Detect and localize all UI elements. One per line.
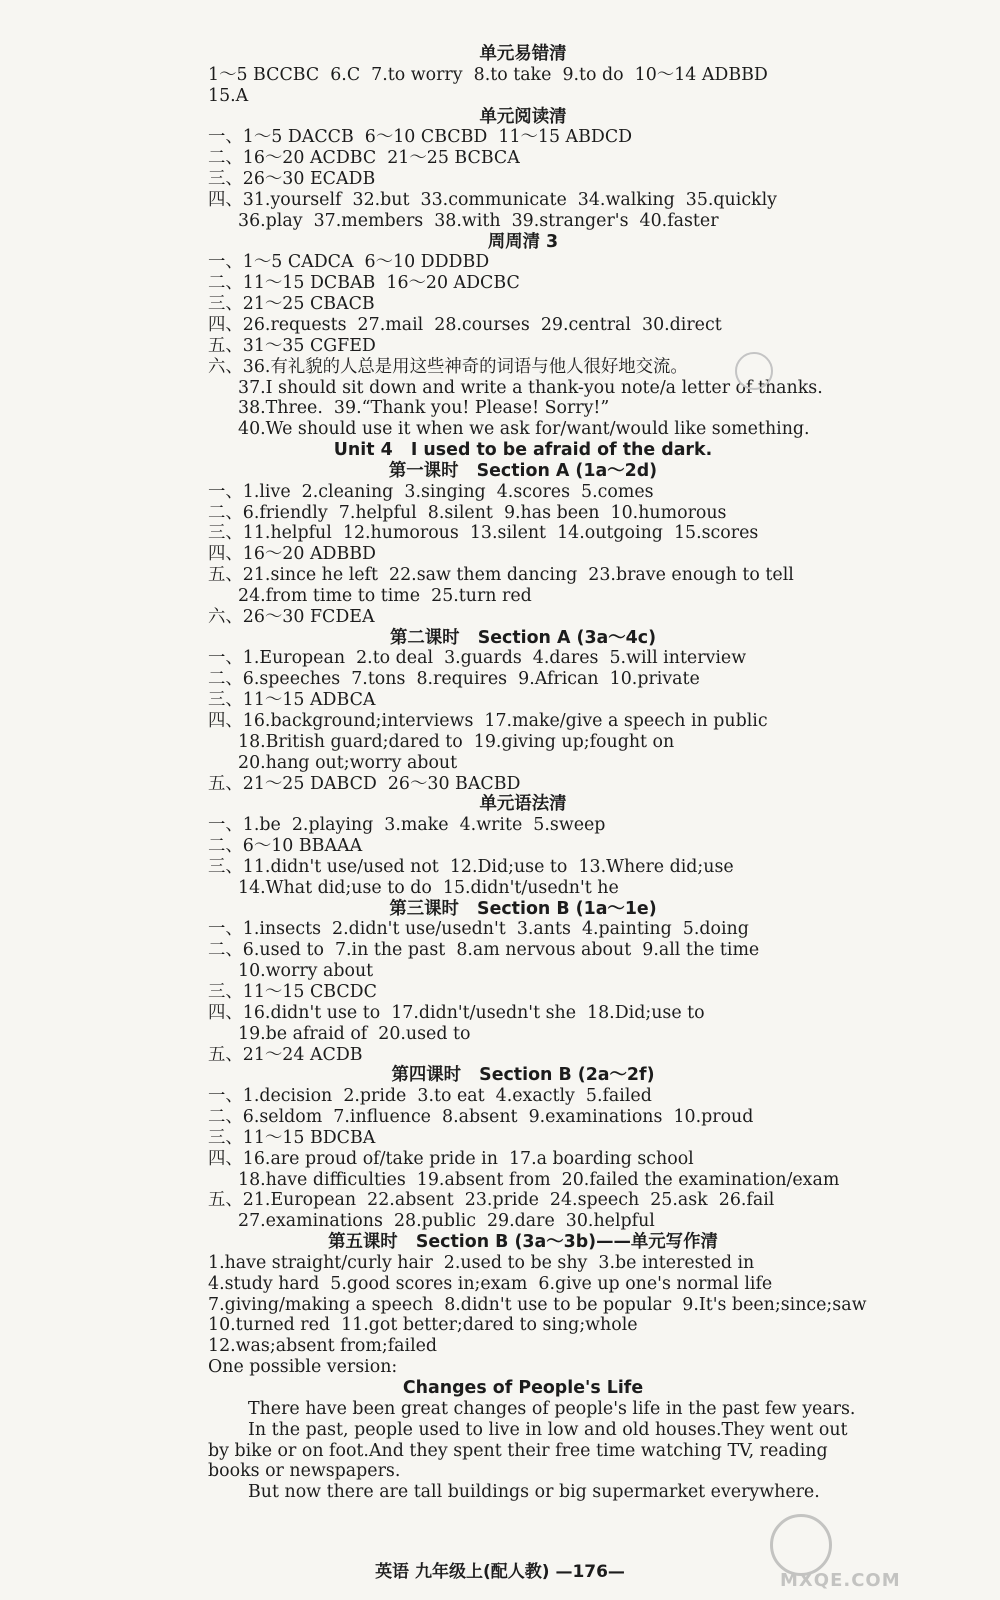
answer-line: 六、36.有礼貌的人总是用这些神奇的词语与他人很好地交流。: [208, 356, 688, 377]
answer-line: 一、1.insects 2.didn't use/usedn't 3.ants 4.painting 5.doing: [208, 919, 749, 940]
answer-line: 12.was;absent from;failed: [208, 1336, 438, 1357]
section-heading: 第三课时 Section B (1a～1e): [389, 898, 657, 919]
answer-line: 五、21.European 22.absent 23.pride 24.speech 25.ask 26.fail: [208, 1190, 775, 1211]
answer-line: One possible version:: [208, 1357, 398, 1378]
section-heading: 第四课时 Section B (2a～2f): [391, 1065, 655, 1086]
answer-line: 四、16.didn't use to 17.didn't/usedn't she 18.Did;use to: [208, 1002, 705, 1023]
answer-line: 四、16～20 ADBBD: [208, 544, 376, 565]
answer-line: 二、6.used to 7.in the past 8.am nervous about 9.all the time: [208, 940, 760, 961]
section-heading: Unit 4 I used to be afraid of the dark.: [333, 440, 713, 461]
answer-line: But now there are tall buildings or big supermarket everywhere.: [248, 1482, 820, 1503]
section-heading: 周周清 3: [487, 231, 559, 252]
answer-page: [208, 44, 867, 1503]
answer-line: 四、16.background;interviews 17.make/give a speech in public: [208, 711, 768, 731]
answer-line: 五、31～35 CGFED: [208, 335, 376, 356]
section-heading: 第二课时 Section A (3a～4c): [389, 627, 657, 648]
watermark-logo-icon: [770, 1514, 832, 1576]
answer-line: 五、21～25 DABCD 26～30 BACBD: [208, 773, 521, 794]
answer-line: 1～5 BCCBC 6.C 7.to worry 8.to take 9.to do 10～14 ADBBD: [208, 64, 768, 85]
answer-line: 一、1～5 CADCA 6～10 DDDBD: [208, 252, 490, 273]
answer-line: 四、16.are proud of/take pride in 17.a boarding school: [208, 1148, 694, 1169]
answer-line: 五、21～24 ACDB: [208, 1044, 363, 1065]
answer-line: 一、1.European 2.to deal 3.guards 4.dares 5.will interview: [208, 648, 747, 669]
section-heading: 单元阅读清: [479, 106, 567, 127]
answer-line: 20.hang out;worry about: [238, 752, 458, 773]
answer-line: 24.from time to time 25.turn red: [238, 585, 532, 606]
section-heading: Changes of People's Life: [402, 1378, 644, 1398]
answer-line: 三、11～15 CBCDC: [208, 981, 377, 1002]
answer-line: 19.be afraid of 20.used to: [238, 1023, 471, 1044]
page-footer: 英语 九年级上(配人教) —176—: [375, 1562, 625, 1582]
answer-line: 三、11.didn't use/used not 12.Did;use to 13.Where did;use: [208, 856, 734, 877]
section-heading: 单元易错清: [479, 44, 567, 64]
answer-line: 14.What did;use to do 15.didn't/usedn't he: [238, 877, 619, 898]
section-heading: 单元语法清: [479, 794, 567, 815]
section-heading: 第一课时 Section A (1a～2d): [388, 460, 658, 481]
answer-line: 1.have straight/curly hair 2.used to be shy 3.be interested in: [208, 1252, 755, 1273]
answer-line: 37.I should sit down and write a thank-you note/a letter of thanks.: [238, 377, 823, 398]
faint-stamp-icon: [735, 352, 773, 390]
answer-line: 二、6～10 BBAAA: [208, 836, 363, 857]
answer-line: 三、21～25 CBACB: [208, 294, 375, 315]
answer-line: 三、11.helpful 12.humorous 13.silent 14.outgoing 15.scores: [208, 523, 759, 544]
answer-line: 27.examinations 28.public 29.dare 30.helpful: [238, 1211, 655, 1232]
answer-line: 二、11～15 DCBAB 16～20 ADCBC: [208, 273, 520, 294]
watermark: [770, 1510, 970, 1590]
answer-line: 一、1.live 2.cleaning 3.singing 4.scores 5.comes: [208, 481, 654, 502]
answer-line: 六、26～30 FCDEA: [208, 606, 375, 627]
answer-line: 一、1.be 2.playing 3.make 4.write 5.sweep: [208, 815, 606, 836]
answer-line: 五、21.since he left 22.saw them dancing 23.brave enough to tell: [208, 565, 794, 586]
answer-line: 四、31.yourself 32.but 33.communicate 34.walking 35.quickly: [208, 189, 777, 210]
answer-line: 10.turned red 11.got better;dared to sing;whole: [208, 1315, 638, 1336]
answer-line: 18.British guard;dared to 19.giving up;fought on: [238, 731, 675, 752]
answer-line: 二、16～20 ACDBC 21～25 BCBCA: [208, 148, 520, 169]
answer-line: 10.worry about: [238, 961, 374, 982]
answer-line: 7.giving/making a speech 8.didn't use to be popular 9.It's been;since;saw: [208, 1294, 867, 1315]
answer-line: 4.study hard 5.good scores in;exam 6.give up one's normal life: [208, 1273, 773, 1294]
answer-line: 二、6.seldom 7.influence 8.absent 9.examinations 10.proud: [208, 1107, 754, 1128]
answer-line: books or newspapers.: [208, 1461, 401, 1482]
answer-line: In the past, people used to live in low and old houses.They went out: [248, 1419, 848, 1440]
section-heading: 第五课时 Section B (3a～3b)——单元写作清: [328, 1232, 718, 1253]
answer-line: 38.Three. 39.“Thank you! Please! Sorry!”: [238, 398, 610, 419]
answer-line: 18.have difficulties 19.absent from 20.failed the examination/exam: [238, 1169, 840, 1190]
answer-line: 二、6.speeches 7.tons 8.requires 9.African 10.private: [208, 669, 700, 690]
answer-line: 36.play 37.members 38.with 39.stranger's 40.faster: [238, 210, 719, 231]
answer-line: There have been great changes of people's life in the past few years.: [248, 1398, 856, 1419]
answer-line: 一、1.decision 2.pride 3.to eat 4.exactly 5.failed: [208, 1086, 652, 1107]
answer-line: 40.We should use it when we ask for/want/would like something.: [238, 419, 810, 440]
answer-line: 四、26.requests 27.mail 28.courses 29.central 30.direct: [208, 314, 722, 335]
answer-line: 三、26～30 ECADB: [208, 169, 376, 190]
answer-line: 三、11～15 ADBCA: [208, 690, 376, 711]
answer-line: 二、6.friendly 7.helpful 8.silent 9.has been 10.humorous: [208, 502, 727, 523]
answer-line: 一、1～5 DACCB 6～10 CBCBD 11～15 ABDCD: [208, 127, 633, 148]
answer-line: 15.A: [208, 85, 249, 106]
watermark-text: MXQE.COM: [780, 1570, 901, 1591]
answer-line: by bike or on foot.And they spent their free time watching TV, reading: [208, 1440, 828, 1461]
answer-line: 三、11～15 BDCBA: [208, 1127, 376, 1148]
